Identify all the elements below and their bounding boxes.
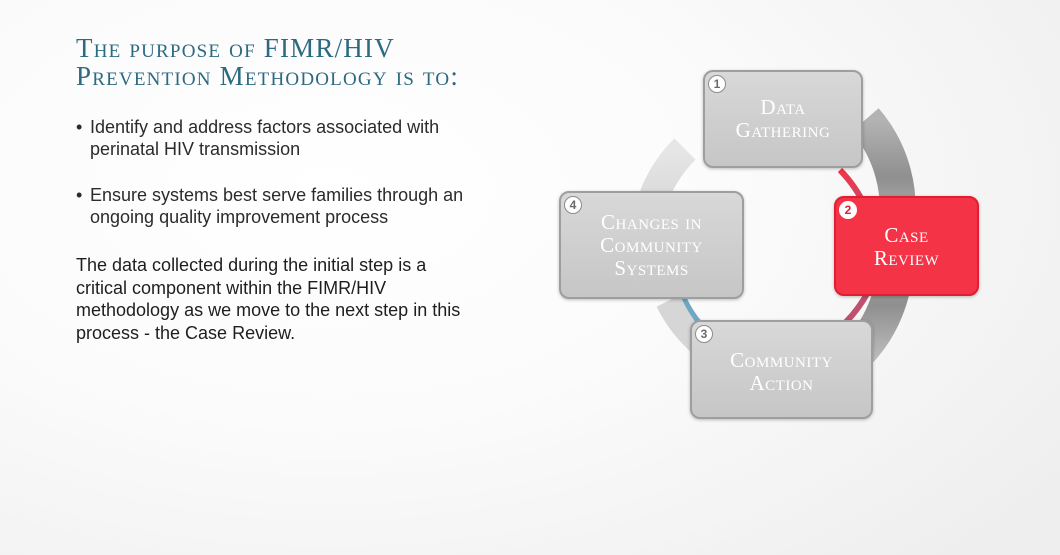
step-4-changes-in-community-systems[interactable] <box>559 191 744 299</box>
bullet-list <box>76 116 546 252</box>
slide-title <box>76 34 576 90</box>
step-1-label <box>705 96 861 142</box>
step-4-label-line-1: Changes in <box>601 210 702 234</box>
step-2-label <box>836 224 977 270</box>
bullet-2-line-1: Ensure systems best serve families through an <box>90 185 464 205</box>
bullet-2-line-2: ongoing quality improvement process <box>90 207 389 227</box>
step-1-label-line-2: Gathering <box>735 118 831 142</box>
paragraph-line-4: process - the Case Review. <box>76 322 296 343</box>
title-line-2: Prevention Methodology is to: <box>76 61 460 91</box>
step-4-label <box>561 211 742 280</box>
step-4-number: 4 <box>564 196 582 214</box>
paragraph-line-2: critical component within the FIMR/HIV <box>76 277 387 298</box>
step-2-case-review[interactable] <box>834 196 979 296</box>
description-paragraph <box>76 254 536 344</box>
step-1-number: 1 <box>708 75 726 93</box>
title-line-1: The purpose of FIMR/HIV <box>76 33 395 63</box>
step-3-label-line-1: Community <box>730 348 833 372</box>
step-2-number: 2 <box>839 201 857 219</box>
bullet-item <box>76 116 546 160</box>
step-3-community-action[interactable] <box>690 320 873 419</box>
bullet-1-line-2: perinatal HIV transmission <box>90 139 301 159</box>
paragraph-line-3: methodology as we move to the next step in this <box>76 300 461 320</box>
step-2-label-line-2: Review <box>873 246 940 270</box>
bullet-1-line-1: Identify and address factors associated with <box>90 117 440 137</box>
step-3-label <box>692 349 871 395</box>
step-1-data-gathering[interactable] <box>703 70 863 168</box>
paragraph-line-1: The data collected during the initial step is a <box>76 255 427 275</box>
step-1-label-line-1: Data <box>760 95 806 119</box>
step-4-label-line-3: Systems <box>614 256 689 280</box>
step-3-number: 3 <box>695 325 713 343</box>
step-4-label-line-2: Community <box>600 233 703 257</box>
cycle-diagram <box>550 60 990 430</box>
step-2-label-line-1: Case <box>884 223 929 247</box>
bullet-item <box>76 184 546 228</box>
step-3-label-line-2: Action <box>749 371 814 395</box>
